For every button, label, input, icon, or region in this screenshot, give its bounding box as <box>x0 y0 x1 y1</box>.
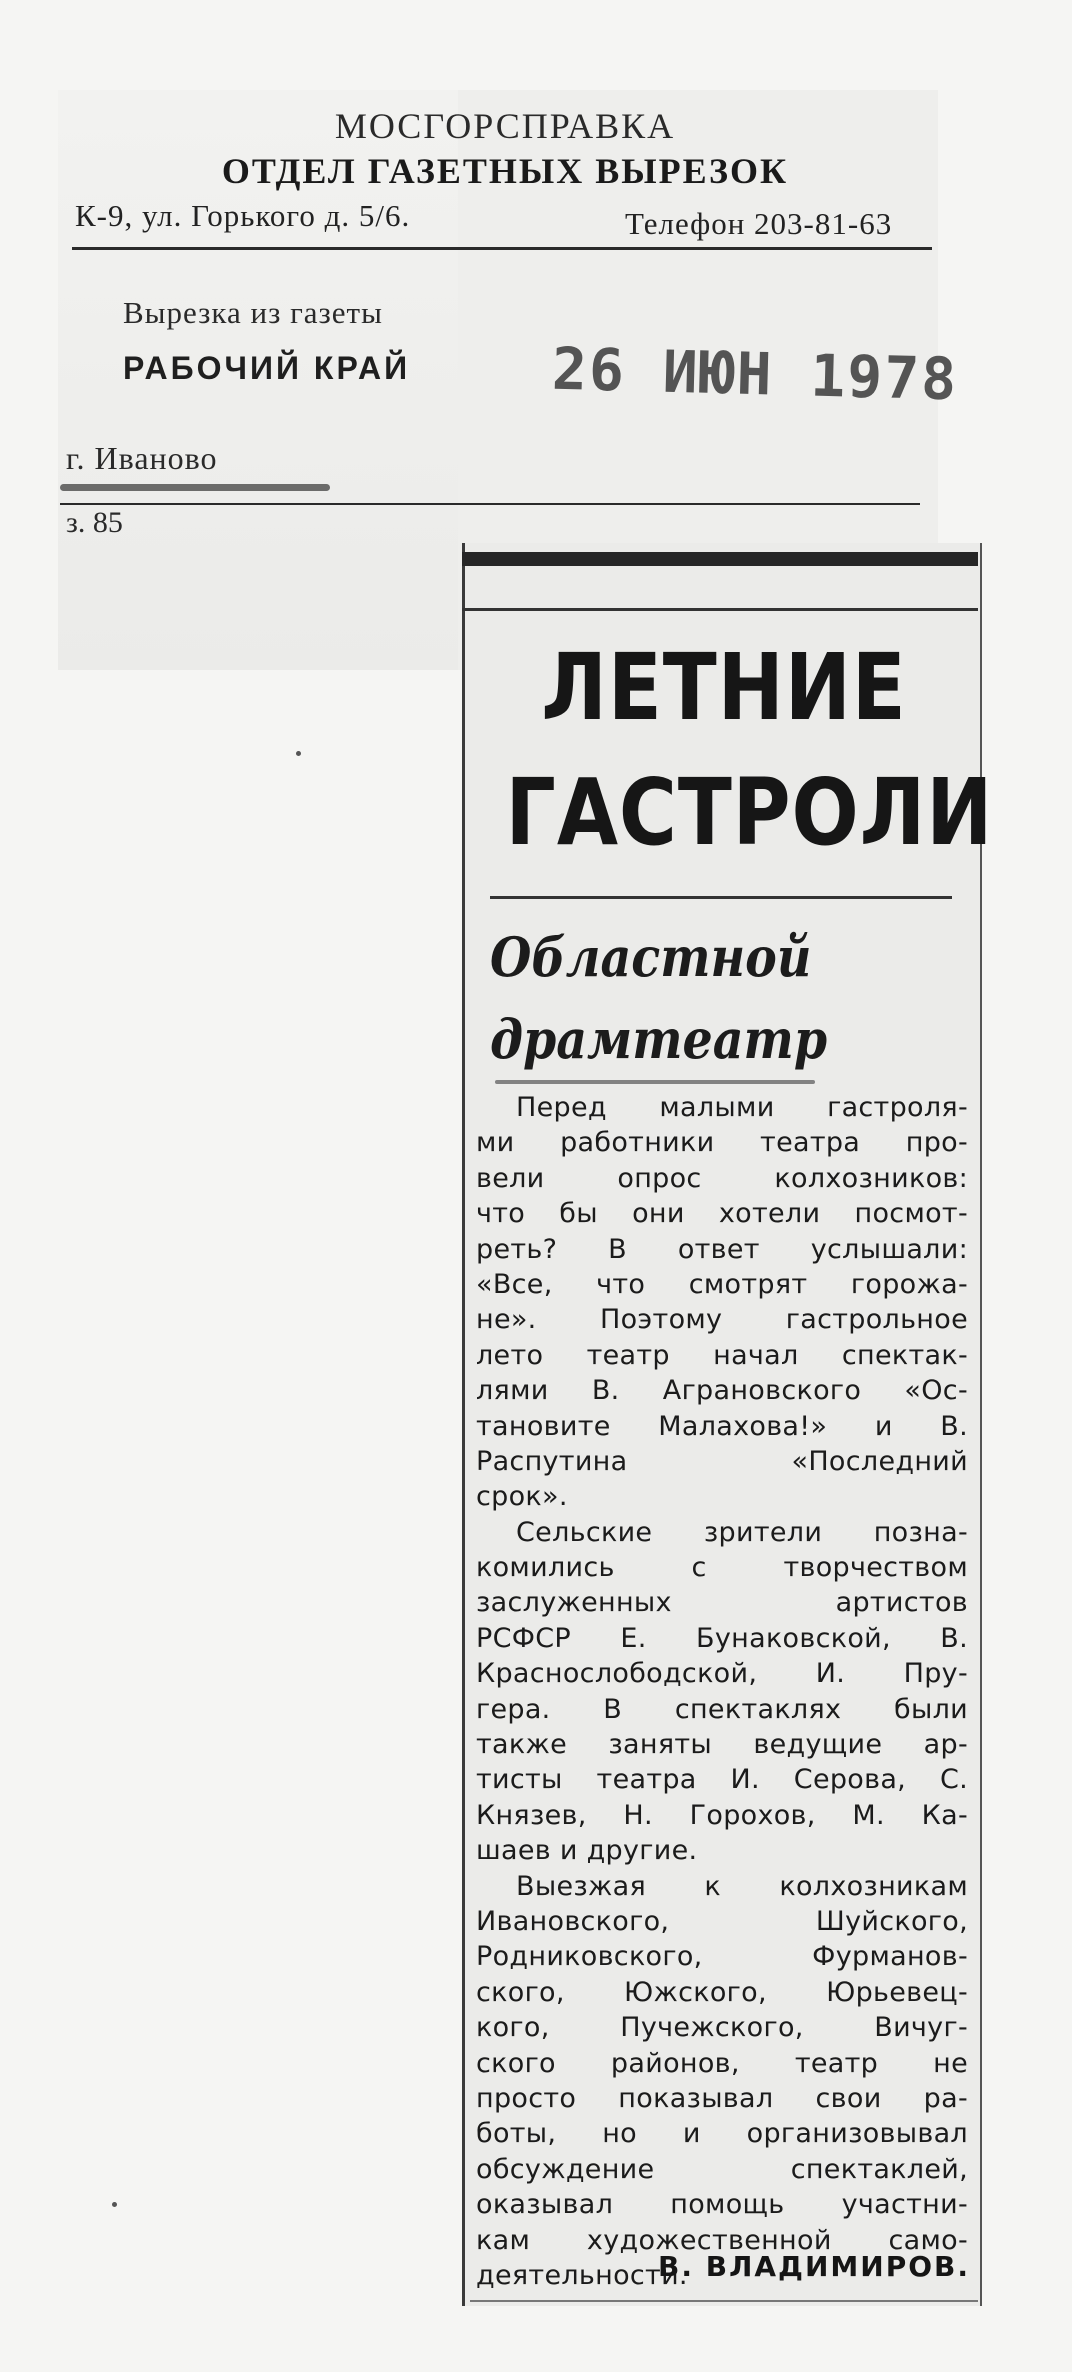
body-line: реть? В ответ услышали: <box>476 1233 968 1265</box>
scan-speck <box>296 751 301 756</box>
body-line: просто показывал свои ра- <box>476 2082 968 2114</box>
body-line: гера. В спектаклях были <box>476 1693 968 1725</box>
clipping-label: Вырезка из газеты <box>123 295 383 330</box>
body-line: тановите Малахова!» и В. <box>476 1410 968 1442</box>
body-line: не». Поэтому гастрольное <box>476 1304 968 1336</box>
headline-rule <box>490 896 952 899</box>
body-line: РСФСР Е. Бунаковской, В. <box>476 1622 968 1654</box>
body-line: Выезжая к колхозникам <box>516 1870 968 1902</box>
article-top-bar <box>462 552 978 566</box>
address-line: К-9, ул. Горького д. 5/6. <box>75 198 411 233</box>
body-line: лето театр начал спектак- <box>476 1339 968 1371</box>
body-line: Ивановского, Шуйского, <box>476 1905 968 1937</box>
body-line: заслуженных артистов <box>476 1587 968 1619</box>
header-rule <box>72 247 932 250</box>
body-line: срок». <box>476 1481 568 1513</box>
body-line: Краснослободской, И. Пру- <box>476 1658 968 1690</box>
body-line: оказывал помощь участни- <box>476 2189 968 2221</box>
article-subheading-line1: Областной <box>490 925 812 989</box>
phone-line: Телефон 203-81-63 <box>625 206 893 241</box>
body-line: ского, Южского, Юрьевец- <box>476 1976 968 2008</box>
body-line: обсуждение спектаклей, <box>476 2153 968 2185</box>
body-line: лями В. Аграновского «Ос- <box>476 1375 968 1407</box>
department-name: ОТДЕЛ ГАЗЕТНЫХ ВЫРЕЗОК <box>221 151 789 191</box>
article-headline-line2: ГАСТРОЛИ <box>505 759 994 866</box>
body-line: «Все, что смотрят горожа- <box>476 1268 968 1300</box>
body-line: боты, но и организовывал <box>476 2118 968 2150</box>
city-underline <box>60 484 330 491</box>
article-bottom-edge <box>470 2300 978 2302</box>
body-line: ского районов, театр не <box>476 2047 968 2079</box>
article-subheading-line2: драмтеатр <box>490 1007 828 1071</box>
body-line: деятельности. <box>476 2259 688 2291</box>
body-line: вели опрос колхозников: <box>476 1162 968 1194</box>
city-name: г. Иваново <box>66 440 218 476</box>
date-stamp: 26 ИЮН 1978 <box>551 334 959 414</box>
body-line: кам художественной само- <box>476 2224 968 2256</box>
organization-name: МОСГОРСПРАВКА <box>334 106 676 146</box>
body-line: также заняты ведущие ар- <box>476 1729 968 1761</box>
article-body <box>476 1090 968 2293</box>
body-line: комились с творчеством <box>476 1552 968 1584</box>
body-line: кого, Пучежского, Вичуг- <box>476 2012 968 2044</box>
subheading-underline <box>495 1080 815 1084</box>
body-line: Князев, Н. Горохов, М. Ка- <box>476 1799 968 1831</box>
article-signature: В. ВЛАДИМИРОВ. <box>658 2250 970 2283</box>
order-number: з. 85 <box>66 506 123 539</box>
body-line: Перед малыми гастроля- <box>516 1092 968 1123</box>
info-rule <box>60 503 920 505</box>
body-line: что бы они хотели посмот- <box>476 1198 968 1230</box>
newspaper-name: РАБОЧИЙ КРАЙ <box>123 350 411 386</box>
body-line: Сельские зрители позна- <box>516 1516 968 1548</box>
body-line: тисты театра И. Серова, С. <box>476 1764 968 1796</box>
body-line: Родниковского, Фурманов- <box>476 1941 968 1973</box>
body-line: ми работники театра про- <box>476 1127 968 1159</box>
article-headline-line1: ЛЕТНИЕ <box>541 634 907 741</box>
article-top-rule <box>462 608 978 611</box>
scan-speck <box>112 2202 117 2207</box>
body-line: Распутина «Последний <box>476 1445 968 1477</box>
body-line: шаев и другие. <box>476 1835 698 1867</box>
